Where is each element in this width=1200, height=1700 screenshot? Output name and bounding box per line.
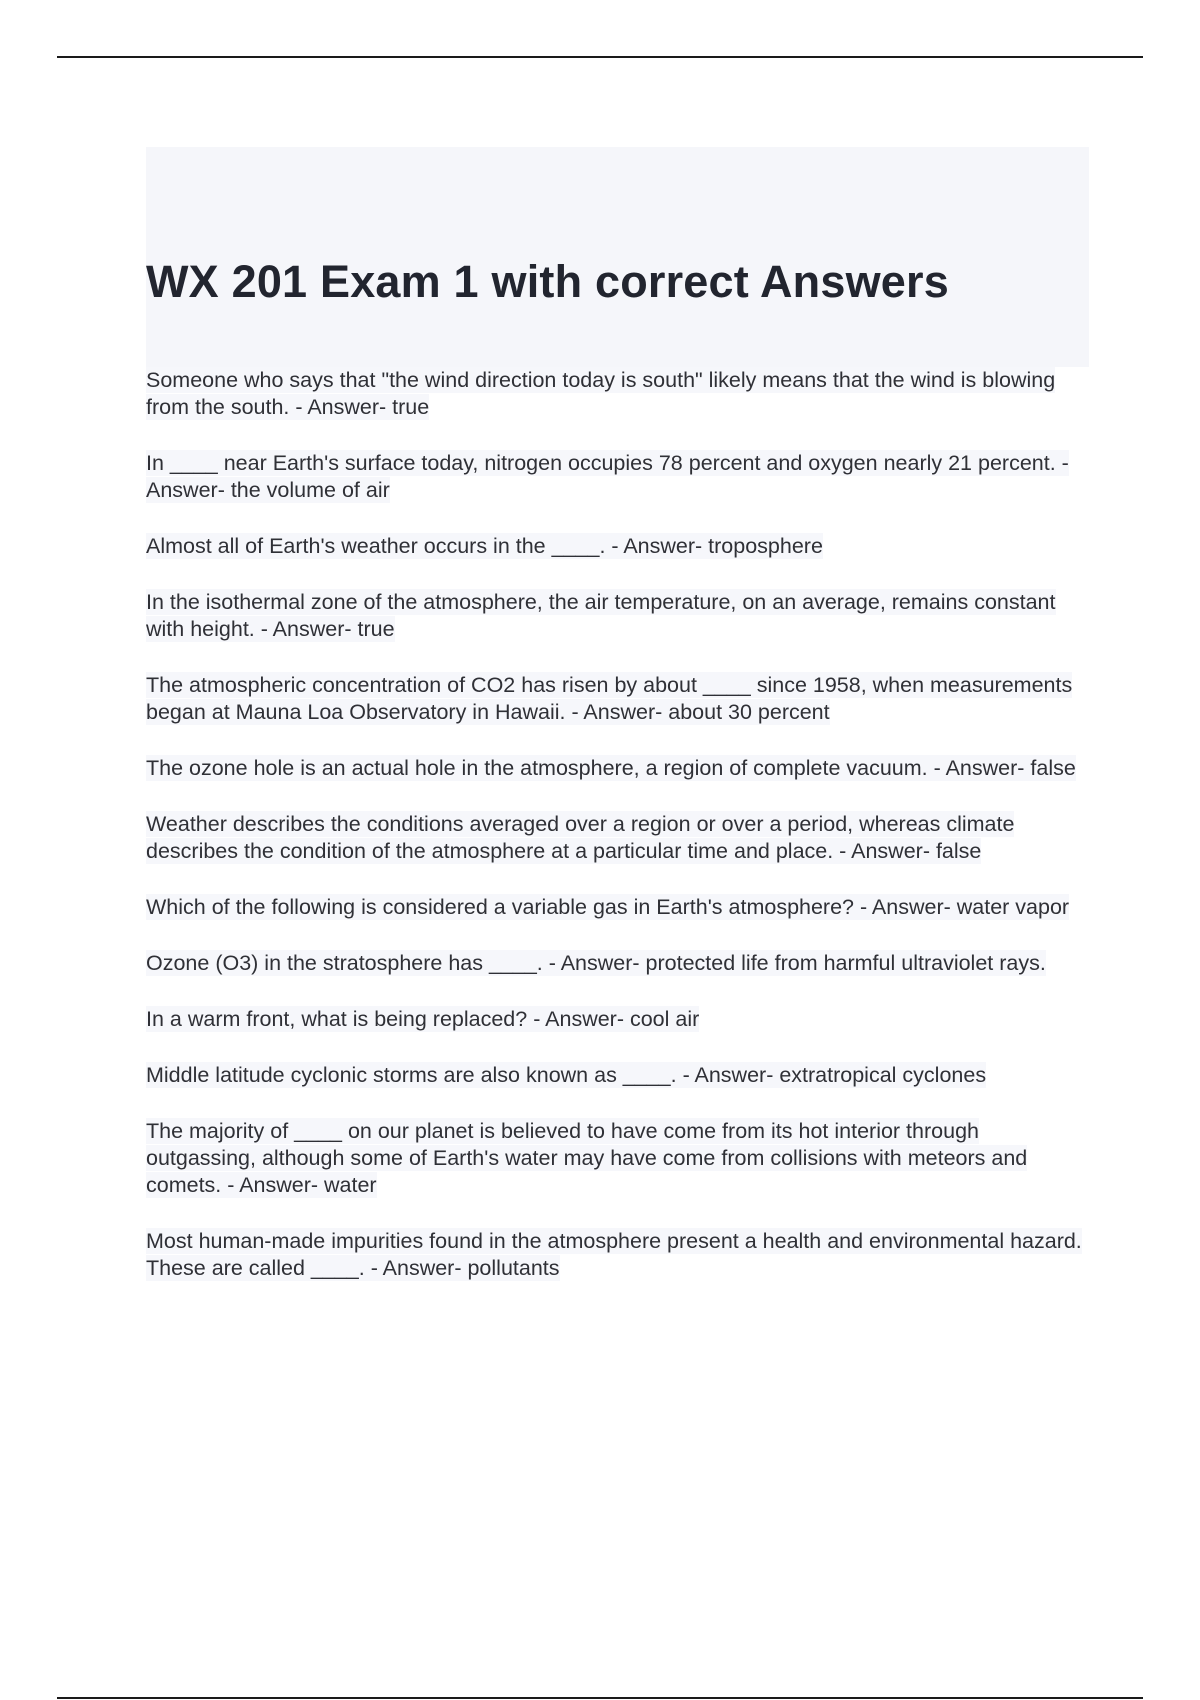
qa-text: In ____ near Earth's surface today, nitrogen occupies 78 percent and oxygen nearly 21 percent. - Answer- the volume of air [146, 451, 1069, 502]
qa-item [146, 589, 1091, 643]
qa-text: Most human-made impurities found in the atmosphere present a health and environmental hazard. These are called ____. - Answer- pollutants [146, 1229, 1082, 1280]
qa-item [146, 950, 1091, 977]
qa-item [146, 450, 1091, 504]
top-divider [57, 56, 1143, 58]
qa-item [146, 811, 1091, 865]
qa-item [146, 1006, 1091, 1033]
qa-item [146, 1118, 1091, 1199]
qa-item [146, 672, 1091, 726]
qa-item [146, 1228, 1091, 1282]
qa-text: Weather describes the conditions averaged over a region or over a period, whereas climate describes the condition of the atmosphere at a particular time and place. - Answer- false [146, 812, 1015, 863]
qa-text: The atmospheric concentration of CO2 has risen by about ____ since 1958, when measurements began at Mauna Loa Observatory in Hawaii. - Answer- about 30 percent [146, 673, 1073, 724]
qa-text: Ozone (O3) in the stratosphere has ____. - Answer- protected life from harmful ultraviolet rays. [146, 951, 1046, 975]
qa-item [146, 894, 1091, 921]
qa-text: The ozone hole is an actual hole in the atmosphere, a region of complete vacuum. - Answer- false [146, 756, 1076, 780]
qa-text: In the isothermal zone of the atmosphere, the air temperature, on an average, remains constant with height. - Answer- true [146, 590, 1056, 641]
qa-text: In a warm front, what is being replaced? - Answer- cool air [146, 1007, 700, 1031]
qa-item [146, 1062, 1091, 1089]
document-title: WX 201 Exam 1 with correct Answers [146, 256, 949, 307]
qa-text: The majority of ____ on our planet is believed to have come from its hot interior through outgassing, although some of Earth's water may have come from collisions with meteors and comets. - Answer- water [146, 1119, 1028, 1197]
qa-text: Middle latitude cyclonic storms are also known as ____. - Answer- extratropical cyclones [146, 1063, 987, 1087]
bottom-divider [57, 1697, 1143, 1699]
qa-item [146, 533, 1091, 560]
qa-item [146, 755, 1091, 782]
qa-text: Which of the following is considered a variable gas in Earth's atmosphere? - Answer- water vapor [146, 895, 1070, 919]
qa-text: Almost all of Earth's weather occurs in the ____. - Answer- troposphere [146, 534, 823, 558]
qa-item [146, 367, 1091, 421]
question-answer-list [146, 367, 1091, 1311]
qa-text: Someone who says that "the wind direction today is south" likely means that the wind is blowing from the south. - Answer- true [146, 368, 1056, 419]
